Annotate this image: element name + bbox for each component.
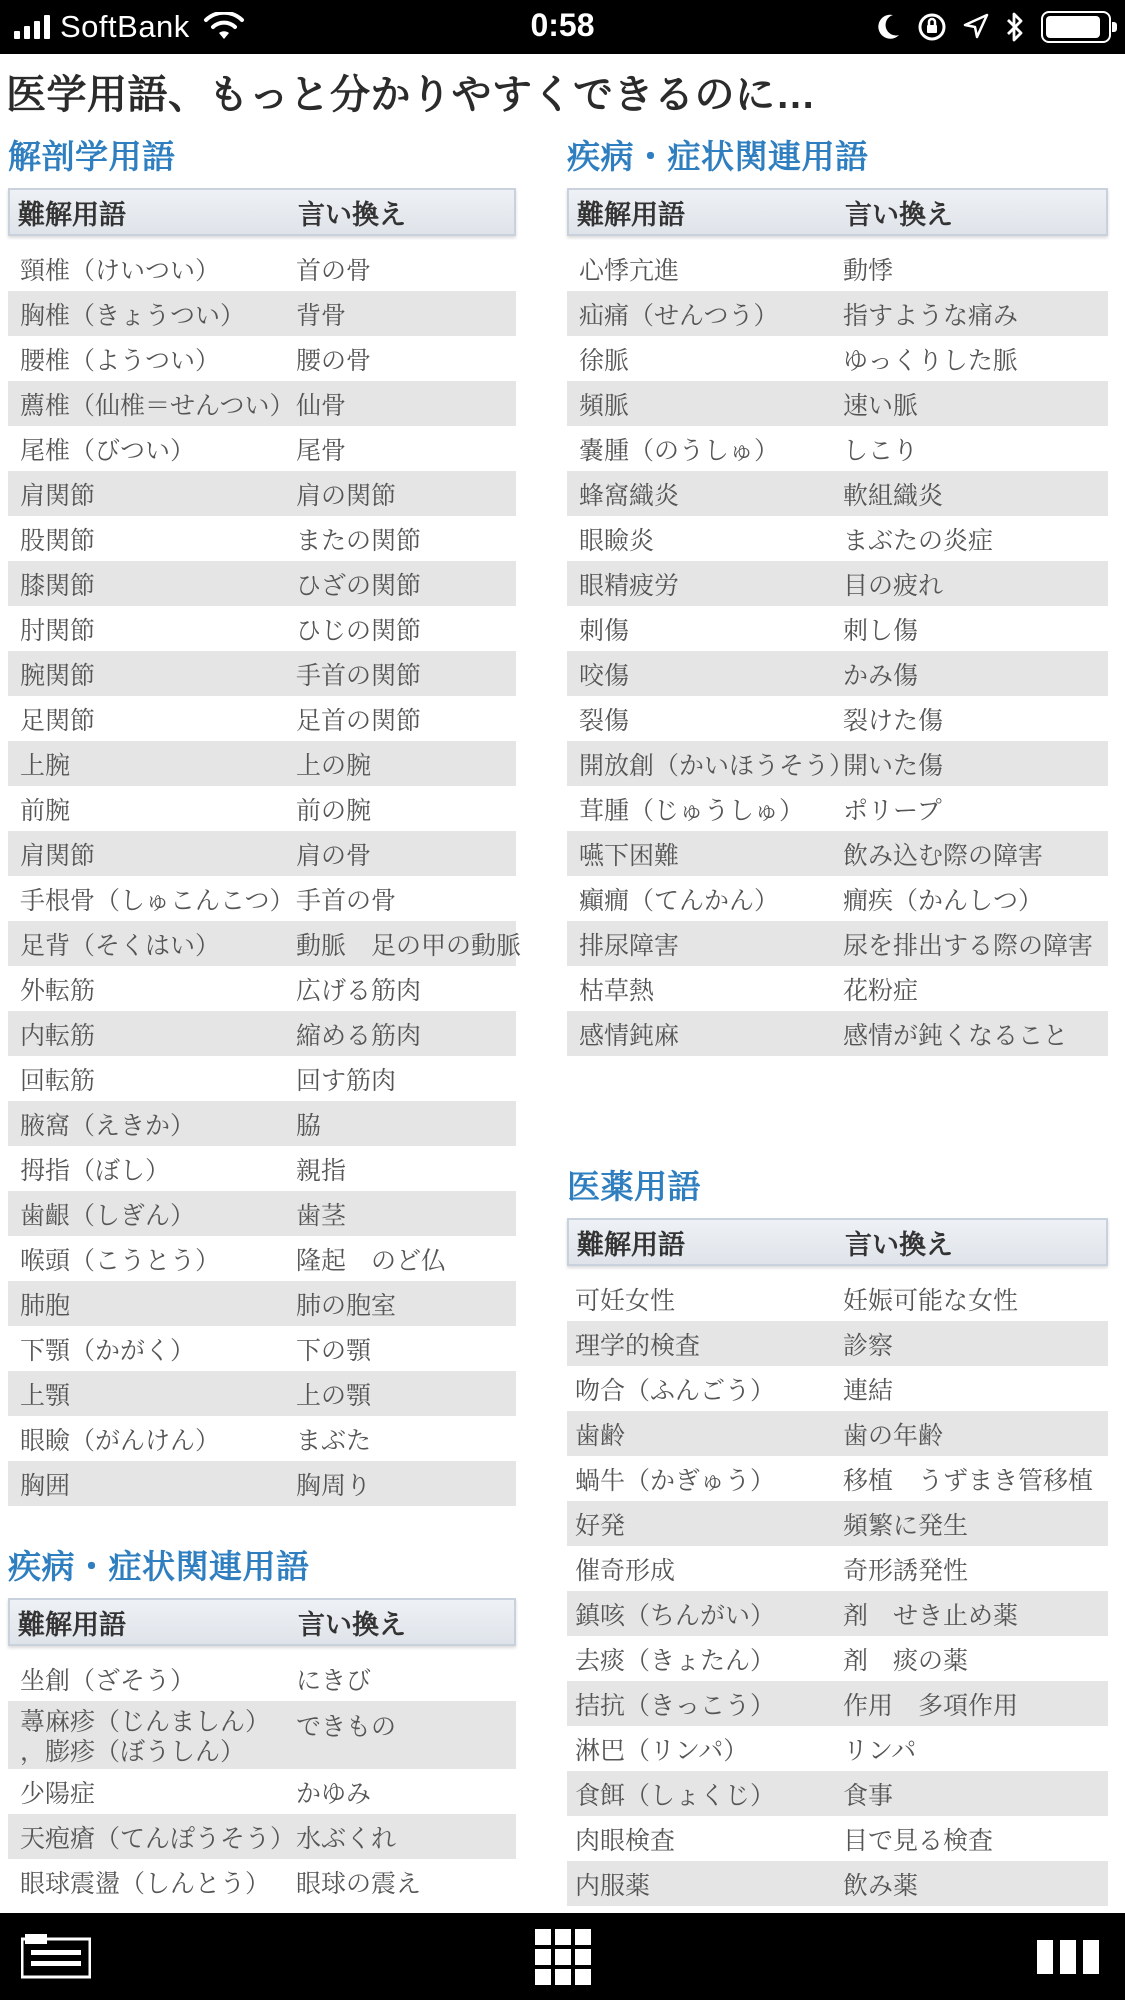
grid-view-icon [535, 1929, 591, 1985]
replacement-cell: 作用 多項作用 [843, 1691, 1019, 1720]
replacement-cell: 剤 痰の薬 [843, 1646, 969, 1675]
term-cell: 肩関節 [20, 481, 96, 510]
rotation-lock-icon [917, 12, 947, 42]
left-column [8, 134, 522, 1904]
replacement-cell: 上の顎 [296, 1381, 372, 1410]
anatomy-rows [8, 246, 522, 1506]
table-row [567, 921, 1108, 966]
term-cell: 足関節 [20, 706, 96, 735]
replacement-cell: できもの [296, 1713, 397, 1741]
term-cell: 腰椎（ようつい） [20, 346, 221, 375]
clock: 0:58 [530, 7, 595, 43]
table-row [8, 876, 516, 921]
table-row [8, 471, 516, 516]
term-cell: 嚥下困難 [579, 841, 680, 870]
term-cell: 外転筋 [20, 976, 96, 1005]
table-row [567, 561, 1108, 606]
table-row [567, 1011, 1108, 1056]
term-cell: 拮抗（きっこう） [575, 1691, 776, 1720]
replacement-cell: 縮める筋肉 [296, 1021, 422, 1050]
table-row [567, 876, 1108, 921]
table-row [8, 516, 516, 561]
replacement-cell: 眼球の震え [296, 1869, 422, 1898]
replacement-cell: 癇疾（かんしつ） [843, 886, 1044, 915]
table-row [567, 426, 1108, 471]
disease-rows-right [567, 246, 1108, 1056]
replacement-cell: 開いた傷 [843, 751, 944, 780]
term-cell: 股関節 [20, 526, 96, 555]
replacement-cell: 下の顎 [296, 1336, 372, 1365]
replacement-cell: 脇 [296, 1111, 322, 1140]
term-cell: 食餌（しょくじ） [575, 1781, 776, 1810]
term-cell: 少陽症 [20, 1779, 96, 1808]
replacement-cell: 食事 [843, 1781, 894, 1810]
term-cell: 前腕 [20, 796, 71, 825]
table-row [8, 1011, 516, 1056]
table-row [8, 1281, 516, 1326]
drugs-rows [567, 1276, 1108, 1951]
term-cell: 徐脈 [579, 346, 630, 375]
term-cell: 膝関節 [20, 571, 96, 600]
table-row [8, 291, 516, 336]
table-row [567, 651, 1108, 696]
section-heading: 疾病・症状関連用語 [567, 138, 869, 175]
replacement-cell: 頻繁に発生 [843, 1511, 969, 1540]
replacement-cell: ポリープ [843, 796, 942, 825]
header-replacement: 言い換え [845, 199, 953, 230]
term-cell: 上顎 [20, 1381, 71, 1410]
table-row [8, 1461, 516, 1506]
term-cell: 歯齦（しぎん） [20, 1201, 196, 1230]
bluetooth-icon [1005, 11, 1025, 43]
list-view-button[interactable] [20, 1929, 92, 1985]
table-row [8, 921, 522, 966]
table-row [8, 1191, 516, 1236]
replacement-cell: 胸周り [296, 1471, 372, 1500]
bottom-toolbar [0, 1913, 1125, 2000]
term-cell: 開放創（かいほうそう） [579, 751, 855, 780]
table-row [8, 1416, 516, 1461]
term-cell: 疝痛（せんつう） [579, 301, 779, 330]
replacement-cell: 移植 うずまき管移植 [843, 1466, 1094, 1495]
table-row [567, 1276, 1108, 1321]
disease-rows-left [8, 1656, 516, 1904]
replacement-cell: 動脈 足の甲の動脈 [296, 931, 522, 960]
replacement-cell: 手首の骨 [296, 886, 397, 915]
table-row [8, 1769, 516, 1814]
table-row [8, 606, 516, 651]
table-row [8, 1701, 516, 1769]
table-header [8, 188, 516, 236]
table-row [8, 1859, 516, 1904]
replacement-cell: 仙骨 [296, 391, 347, 420]
replacement-cell: しこり [843, 436, 919, 465]
term-cell: 眼精疲労 [579, 571, 680, 600]
replacement-cell: 足首の関節 [296, 706, 422, 735]
table-row [567, 1726, 1108, 1771]
table-row [567, 1456, 1108, 1501]
term-cell: 淋巴（リンパ） [575, 1736, 749, 1765]
table-header [567, 188, 1108, 236]
term-cell: 坐創（ざそう） [20, 1666, 196, 1695]
table-row [8, 1326, 516, 1371]
replacement-cell: 軟組織炎 [843, 481, 944, 510]
term-cell: 咬傷 [579, 661, 630, 690]
replacement-cell: 水ぶくれ [296, 1824, 397, 1853]
term-cell: 嚢腫（のうしゅ） [579, 436, 780, 465]
term-cell: 天疱瘡（てんぽうそう） [20, 1824, 296, 1853]
table-row [8, 381, 516, 426]
drugs-section [567, 1164, 1108, 1951]
replacement-cell: 手首の関節 [296, 661, 422, 690]
section-heading: 医薬用語 [567, 1168, 701, 1205]
table-row [8, 1056, 516, 1101]
table-row [567, 471, 1108, 516]
replacement-cell: 背骨 [296, 301, 347, 330]
table-row [567, 381, 1108, 426]
replacement-cell: 奇形誘発性 [843, 1556, 969, 1585]
replacement-cell: 剤 せき止め薬 [843, 1601, 1019, 1630]
table-row [8, 561, 516, 606]
replacement-cell: 診察 [843, 1331, 894, 1360]
term-cell: 拇指（ぼし） [20, 1156, 171, 1185]
term-cell: 回転筋 [20, 1066, 96, 1095]
header-term: 難解用語 [18, 1609, 126, 1640]
term-cell: 蜂窩織炎 [579, 481, 680, 510]
replacement-cell: 花粉症 [843, 976, 919, 1005]
replacement-cell: 首の骨 [296, 256, 372, 285]
term-cell: 胸椎（きょうつい） [20, 301, 246, 330]
status-bar-right [875, 9, 1111, 45]
replacement-cell: まぶたの炎症 [843, 526, 994, 555]
term-cell: 薦椎（仙椎＝せんつい） [20, 391, 295, 420]
table-row [8, 786, 516, 831]
replacement-cell: 指すような痛み [843, 301, 1019, 330]
replacement-cell: 連結 [843, 1376, 894, 1405]
table-row [567, 1861, 1108, 1906]
table-row [567, 336, 1108, 381]
table-row [567, 1411, 1108, 1456]
replacement-cell: 飲み込む際の障害 [843, 841, 1044, 870]
term-cell: 可妊女性 [575, 1286, 676, 1315]
table-row [8, 741, 516, 786]
term-cell: 枯草熱 [579, 976, 655, 1005]
term-cell: 排尿障害 [579, 931, 680, 960]
table-row [8, 1146, 516, 1191]
list-view-icon [21, 1934, 91, 1980]
term-cell: 尾椎（びつい） [20, 436, 196, 465]
replacement-cell: またの関節 [296, 526, 422, 555]
term-cell: 内服薬 [575, 1871, 651, 1900]
term-cell: 手根骨（しゅこんこつ） [20, 886, 295, 915]
table-row [8, 651, 516, 696]
replacement-cell: 尿を排出する際の障害 [843, 931, 1094, 960]
replacement-cell: 感情が鈍くなること [843, 1021, 1069, 1050]
carrier-name: SoftBank [60, 9, 190, 44]
replacement-cell: 親指 [296, 1156, 347, 1185]
location-icon [963, 13, 989, 41]
right-column [567, 134, 1108, 1951]
term-cell: 茸腫（じゅうしゅ） [579, 796, 805, 825]
replacement-cell: にきび [296, 1666, 372, 1695]
anatomy-section [8, 134, 522, 1506]
section-heading: 解剖学用語 [8, 138, 176, 175]
term-cell: 去痰（きょたん） [575, 1646, 776, 1675]
table-row [567, 1816, 1108, 1861]
term-cell: 内転筋 [20, 1021, 96, 1050]
replacement-cell: 肩の骨 [296, 841, 372, 870]
table-row [567, 1546, 1108, 1591]
term-cell: 頸椎（けいつい） [20, 256, 221, 285]
term-cell: 肺胞 [20, 1291, 71, 1320]
table-row [567, 1501, 1108, 1546]
term-cell: 下顎（かがく） [20, 1336, 196, 1365]
replacement-cell: 目で見る検査 [843, 1826, 994, 1855]
table-row [8, 1101, 516, 1146]
term-cell: 心悸亢進 [579, 256, 680, 285]
term-cell: 裂傷 [579, 706, 630, 735]
term-cell: 感情鈍麻 [579, 1021, 680, 1050]
term-cell: 眼瞼炎 [579, 526, 655, 555]
term-cell: 眼球震盪（しんとう） [20, 1869, 271, 1898]
replacement-cell: 刺し傷 [843, 616, 919, 645]
replacement-cell: 飲み薬 [843, 1871, 919, 1900]
page-title: 医学用語、もっと分かりやすくできるのに… [6, 73, 816, 117]
term-cell: 肩関節 [20, 841, 96, 870]
replacement-cell: かゆみ [296, 1779, 372, 1808]
columns-view-icon [1037, 1940, 1099, 1974]
table-row [567, 741, 1108, 786]
header-replacement: 言い換え [298, 1609, 406, 1640]
table-row [8, 696, 516, 741]
term-cell: 蕁麻疹（じんましん） ，膨疹（ぼうしん） [20, 1708, 271, 1766]
table-row [8, 1236, 516, 1281]
term-cell: 癲癇（てんかん） [579, 886, 780, 915]
table-row [567, 696, 1108, 741]
term-cell: 足背（そくはい） [20, 931, 221, 960]
table-row [8, 246, 516, 291]
replacement-cell: 速い脈 [843, 391, 919, 420]
replacement-cell: 尾骨 [296, 436, 347, 465]
battery-icon [1041, 11, 1111, 43]
table-row [8, 336, 516, 381]
replacement-cell: 裂けた傷 [843, 706, 944, 735]
table-row [8, 426, 516, 471]
table-row [567, 291, 1108, 336]
replacement-cell: 妊娠可能な女性 [843, 1286, 1019, 1315]
term-cell: 理学的検査 [575, 1331, 701, 1360]
term-cell: 頻脈 [579, 391, 630, 420]
table-row [567, 786, 1108, 831]
replacement-cell: 肺の胞室 [296, 1291, 397, 1320]
table-row [567, 1366, 1108, 1411]
header-term: 難解用語 [577, 199, 685, 230]
replacement-cell: 目の疲れ [843, 571, 944, 600]
table-row [567, 606, 1108, 651]
header-replacement: 言い換え [845, 1229, 953, 1260]
table-row [8, 1656, 516, 1701]
term-cell: 刺傷 [579, 616, 630, 645]
moon-icon [875, 13, 901, 41]
replacement-cell: ひじの関節 [296, 616, 422, 645]
table-row [8, 831, 516, 876]
columns-view-button[interactable] [1036, 1929, 1100, 1985]
term-cell: 眼瞼（がんけん） [20, 1426, 221, 1455]
table-row [567, 516, 1108, 561]
table-row [8, 966, 516, 1011]
replacement-cell: 動悸 [843, 256, 894, 285]
table-row [567, 1321, 1108, 1366]
term-cell: 腋窩（えきか） [20, 1111, 196, 1140]
status-bar [0, 0, 1125, 54]
term-cell: 蝸牛（かぎゅう） [575, 1466, 776, 1495]
term-cell: 上腕 [20, 751, 71, 780]
term-cell: 鎮咳（ちんがい） [575, 1601, 776, 1630]
replacement-cell: 回す筋肉 [296, 1066, 397, 1095]
replacement-cell: ゆっくりした脈 [843, 346, 1018, 375]
replacement-cell: かみ傷 [843, 661, 919, 690]
replacement-cell: 歯の年齢 [843, 1421, 944, 1450]
term-cell: 腕関節 [20, 661, 96, 690]
section-heading: 疾病・症状関連用語 [8, 1548, 310, 1585]
table-row [8, 1371, 516, 1416]
term-cell: 胸囲 [20, 1471, 71, 1500]
replacement-cell: 上の腕 [296, 751, 372, 780]
replacement-cell: 肩の関節 [296, 481, 397, 510]
replacement-cell: 前の腕 [296, 796, 372, 825]
grid-view-button[interactable] [534, 1929, 592, 1985]
table-row [567, 1591, 1108, 1636]
term-cell: 歯齢 [575, 1421, 626, 1450]
table-row [8, 1814, 516, 1859]
term-cell: 好発 [575, 1511, 626, 1540]
disease-section-right [567, 134, 1108, 1056]
table-header [567, 1218, 1108, 1266]
disease-section-left [8, 1544, 516, 1904]
term-cell: 吻合（ふんごう） [575, 1376, 776, 1405]
replacement-cell: 隆起 のど仏 [296, 1246, 447, 1275]
header-replacement: 言い換え [298, 199, 406, 230]
table-row [567, 1681, 1108, 1726]
table-row [567, 1636, 1108, 1681]
header-term: 難解用語 [18, 199, 126, 230]
term-cell: 催奇形成 [575, 1556, 676, 1585]
table-header [8, 1598, 516, 1646]
header-term: 難解用語 [577, 1229, 685, 1260]
table-row [567, 831, 1108, 876]
replacement-cell: まぶた [296, 1426, 372, 1455]
table-row [567, 246, 1108, 291]
replacement-cell: ひざの関節 [296, 571, 422, 600]
replacement-cell: リンパ [843, 1736, 917, 1765]
table-row [567, 1771, 1108, 1816]
replacement-cell: 広げる筋肉 [296, 976, 422, 1005]
replacement-cell: 腰の骨 [296, 346, 372, 375]
term-cell: 肉眼検査 [575, 1826, 676, 1855]
term-cell: 喉頭（こうとう） [20, 1246, 221, 1275]
replacement-cell: 歯茎 [296, 1201, 347, 1230]
term-cell: 肘関節 [20, 616, 96, 645]
table-row [567, 966, 1108, 1011]
